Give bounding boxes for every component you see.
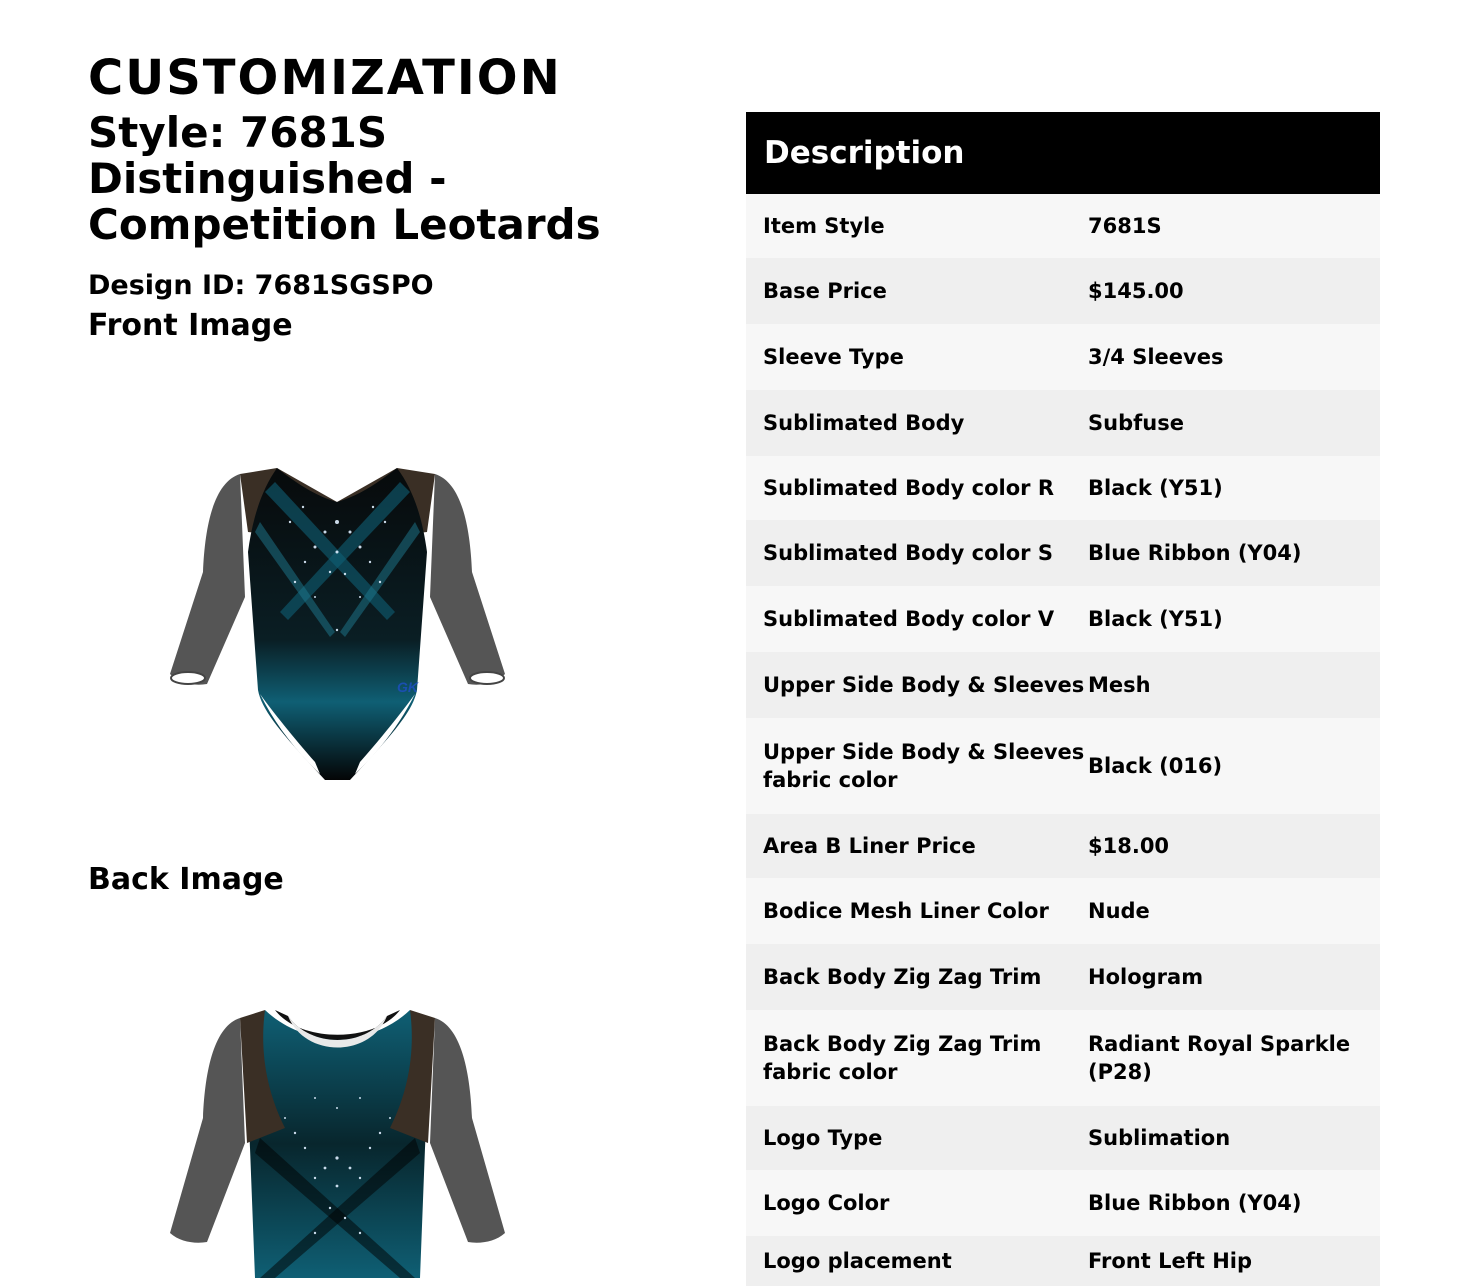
row-value: Front Left Hip: [1088, 1249, 1253, 1273]
page-title: CUSTOMIZATION: [88, 50, 562, 106]
row-label: Upper Side Body & Sleeves: [763, 673, 1085, 697]
row-label: Sublimated Body color V: [763, 607, 1055, 631]
front-leotard-image: [165, 462, 510, 784]
table-row: [746, 944, 1380, 1010]
row-value: Blue Ribbon (Y04): [1088, 1191, 1302, 1215]
design-id: Design ID: 7681SGSPO: [88, 270, 434, 301]
table-row: [746, 1010, 1380, 1106]
table-row: [746, 718, 1380, 814]
description-table: [746, 112, 1380, 1286]
table-row: [746, 1106, 1380, 1170]
row-label: Back Body Zig Zag Trim: [763, 965, 1042, 989]
row-value: 3/4 Sleeves: [1088, 345, 1224, 369]
row-label: Back Body Zig Zag Trim fabric color: [763, 1032, 1042, 1084]
row-label: Item Style: [763, 214, 885, 238]
row-value: $18.00: [1088, 834, 1170, 858]
row-label: Upper Side Body & Sleeves fabric color: [763, 740, 1085, 792]
table-body: [746, 194, 1380, 1286]
table-row: [746, 652, 1380, 718]
row-value: $145.00: [1088, 279, 1184, 303]
row-value: Hologram: [1088, 965, 1204, 989]
row-value: Sublimation: [1088, 1126, 1231, 1150]
table-row: [746, 324, 1380, 390]
row-label: Sublimated Body: [763, 411, 965, 435]
row-value: 7681S: [1088, 214, 1162, 238]
row-value: Black (Y51): [1088, 476, 1223, 500]
row-label: Base Price: [763, 279, 887, 303]
style-line-1: Style: 7681S: [88, 108, 388, 157]
table-row: [746, 520, 1380, 586]
row-value: Subfuse: [1088, 411, 1184, 435]
front-logo: GK: [397, 679, 418, 695]
row-label: Sleeve Type: [763, 345, 904, 369]
row-value: Black (Y51): [1088, 607, 1223, 631]
back-image-label: Back Image: [88, 862, 284, 897]
table-row: [746, 456, 1380, 520]
style-title: [88, 110, 688, 248]
row-label: Area B Liner Price: [763, 834, 976, 858]
row-value: Mesh: [1088, 673, 1151, 697]
row-label: Logo placement: [763, 1249, 952, 1273]
row-label: Logo Type: [763, 1126, 883, 1150]
table-row: [746, 878, 1380, 944]
table-row: [746, 814, 1380, 878]
row-value: Radiant Royal Sparkle (P28): [1088, 1032, 1351, 1084]
row-value: Blue Ribbon (Y04): [1088, 541, 1302, 565]
table-row: [746, 258, 1380, 324]
row-label: Sublimated Body color S: [763, 541, 1053, 565]
row-value: Nude: [1088, 899, 1150, 923]
row-value: Black (016): [1088, 754, 1223, 778]
style-line-2: Distinguished -: [88, 154, 447, 203]
row-label: Logo Color: [763, 1191, 890, 1215]
style-line-3: Competition Leotards: [88, 200, 601, 249]
table-row: [746, 1170, 1380, 1236]
table-row: [746, 194, 1380, 258]
front-image-label: Front Image: [88, 308, 293, 343]
back-leotard-image: [165, 1008, 510, 1278]
table-header: Description: [746, 112, 1380, 194]
table-row: [746, 1236, 1380, 1286]
table-row: [746, 586, 1380, 652]
title-block: [88, 50, 688, 302]
row-label: Sublimated Body color R: [763, 476, 1054, 500]
row-label: Bodice Mesh Liner Color: [763, 899, 1049, 923]
table-row: [746, 390, 1380, 456]
